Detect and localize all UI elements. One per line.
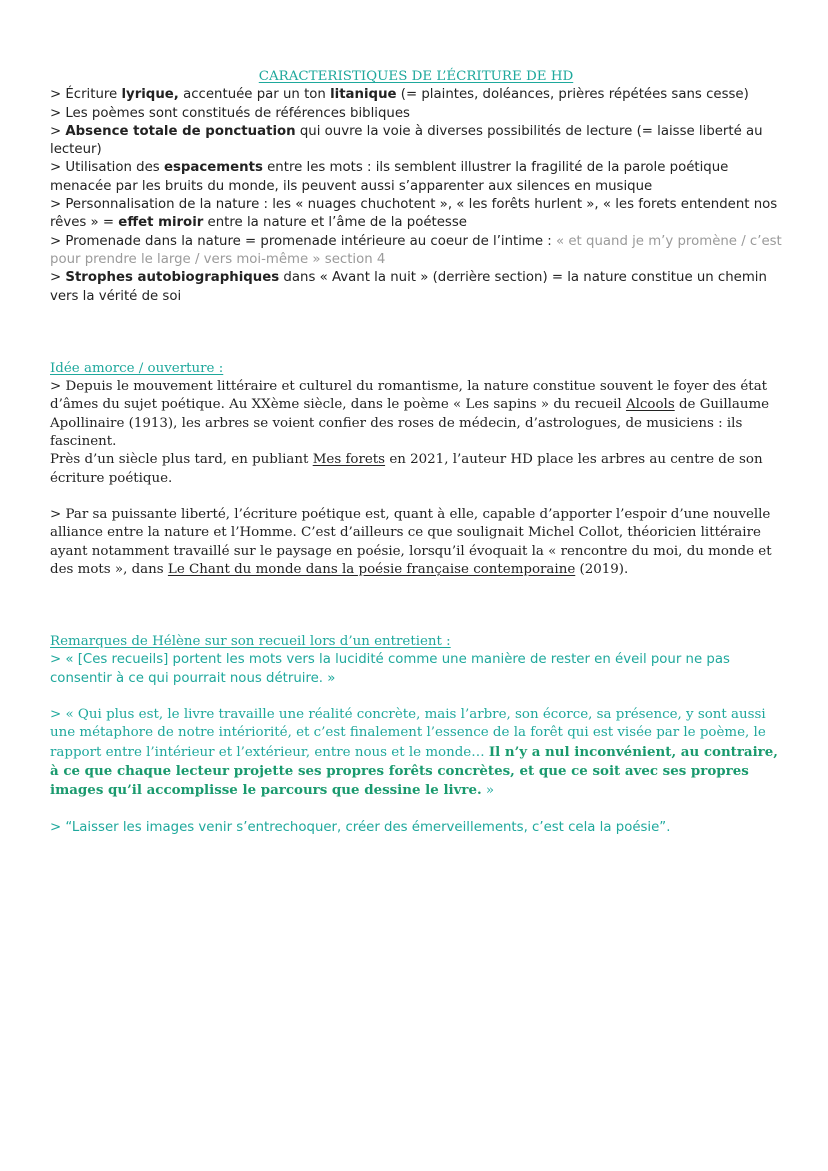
item-bold: effet miroir <box>118 215 204 231</box>
item-text: accentuée par un ton <box>178 87 331 103</box>
characteristics-list <box>50 86 782 306</box>
item-bold: Strophes autobiographiques <box>65 270 280 286</box>
quote-paragraph: > « [Ces recueils] portent les mots vers la lucidité comme une manière de rester en éveil pour ne pas consentir à ce qui pourrait nous détruire. » <box>50 652 730 686</box>
remarques-section <box>50 633 782 837</box>
quote-bold: Il n’y a nul inconvénient, au contraire, à ce que chaque lecteur projette ses propres forêts concrètes, et que ce soit avec ses propres images qu’il accomplisse le parcours que dessine le livre. <box>50 743 778 799</box>
paragraph-text: de Guillaume Apollinaire (1913), les arbres se voient confier des roses de médecin, d’astrologues, de musiciens : ils fascinent. <box>50 397 770 450</box>
characteristic-item <box>50 196 782 233</box>
item-bold: litanique <box>330 87 397 103</box>
item-quote: « et quand je m’y promène / c’est pour prendre le large / vers moi-même » section 4 <box>50 233 782 267</box>
amorce-section <box>50 360 782 579</box>
quote-text: » <box>481 783 495 799</box>
amorce-paragraph <box>50 378 782 451</box>
work-title: Alcools <box>625 397 675 413</box>
document-page <box>50 68 782 837</box>
item-text: entre la nature et l’âme de la poétesse <box>203 215 467 231</box>
amorce-paragraph <box>50 506 782 579</box>
remarques-heading: Remarques de Hélène sur son recueil lors d’un entretient : <box>50 634 451 650</box>
item-bold: lyrique, <box>121 87 179 103</box>
item-bold: espacements <box>163 160 263 176</box>
quote-paragraph <box>50 706 782 800</box>
amorce-heading: Idée amorce / ouverture : <box>50 360 224 376</box>
item-text: > <box>50 123 66 139</box>
paragraph-text: > Par sa puissante liberté, l’écriture poétique est, quant à elle, capable d’apporter l’espoir d’une nouvelle alliance entre la nature et l’Homme. C’est d’ailleurs ce que soulignait Michel Collot, théoricien littéraire ayant notamment travaillé sur le paysage en poésie, lorsqu’il évoquait la « rencontre du moi, du monde et des mots », dans <box>50 506 772 577</box>
item-text: > Écriture <box>50 87 122 103</box>
characteristic-item <box>50 159 782 196</box>
item-text: > Promenade dans la nature = promenade intérieure au coeur de l’intime : <box>50 233 557 249</box>
item-text: dans « Avant la nuit » (derrière section) = la nature constitue un chemin vers la vérité de soi <box>50 270 767 304</box>
item-text: > Personnalisation de la nature : les « nuages chuchotent », « les forêts hurlent », « les forets entendent nos rêves » = <box>50 197 778 231</box>
item-text: (= plaintes, doléances, prières répétées sans cesse) <box>396 87 749 103</box>
work-title: Le Chant du monde dans la poésie française contemporaine <box>167 561 576 577</box>
quote-paragraph: > “Laisser les images venir s’entrechoquer, créer des émerveillements, c’est cela la poésie”. <box>50 819 671 835</box>
item-bold: Absence totale de ponctuation <box>65 123 296 139</box>
paragraph-text: (2019). <box>575 561 629 577</box>
characteristic-item <box>50 123 782 160</box>
item-text: > <box>50 270 66 286</box>
amorce-paragraph <box>50 451 782 488</box>
work-title: Mes forets <box>312 452 386 468</box>
paragraph-text: Près d’un siècle plus tard, en publiant <box>50 452 313 468</box>
item-text: entre les mots : ils semblent illustrer la fragilité de la parole poétique menacée par les bruits du monde, ils peuvent aussi s’apparenter aux silences en musique <box>50 160 729 194</box>
quote-text: > « Qui plus est, le livre travaille une réalité concrète, mais l’arbre, son écorce, sa présence, y sont aussi une métaphore de notre intériorité, et c’est finalement l’essence de la forêt qui est visée par le poème, le rapport entre l’intérieur et l’extérieur, entre nous et le monde… <box>50 707 766 760</box>
paragraph-text: > Depuis le mouvement littéraire et culturel du romantisme, la nature constitue souvent le foyer des état d’âmes du sujet poétique. Au XXème siècle, dans le poème « Les sapins » du recueil <box>50 379 768 413</box>
characteristic-item: > Les poèmes sont constitués de références bibliques <box>50 105 410 121</box>
item-text: > Utilisation des <box>50 160 164 176</box>
document-title: CARACTERISTIQUES DE L’ÉCRITURE DE HD <box>258 69 574 84</box>
characteristic-item <box>50 269 782 306</box>
paragraph-text: en 2021, l’auteur HD place les arbres au centre de son écriture poétique. <box>50 452 763 486</box>
item-text: qui ouvre la voie à diverses possibilités de lecture (= laisse liberté au lecteur) <box>50 123 763 158</box>
characteristic-item <box>50 86 782 104</box>
characteristic-item <box>50 233 782 270</box>
